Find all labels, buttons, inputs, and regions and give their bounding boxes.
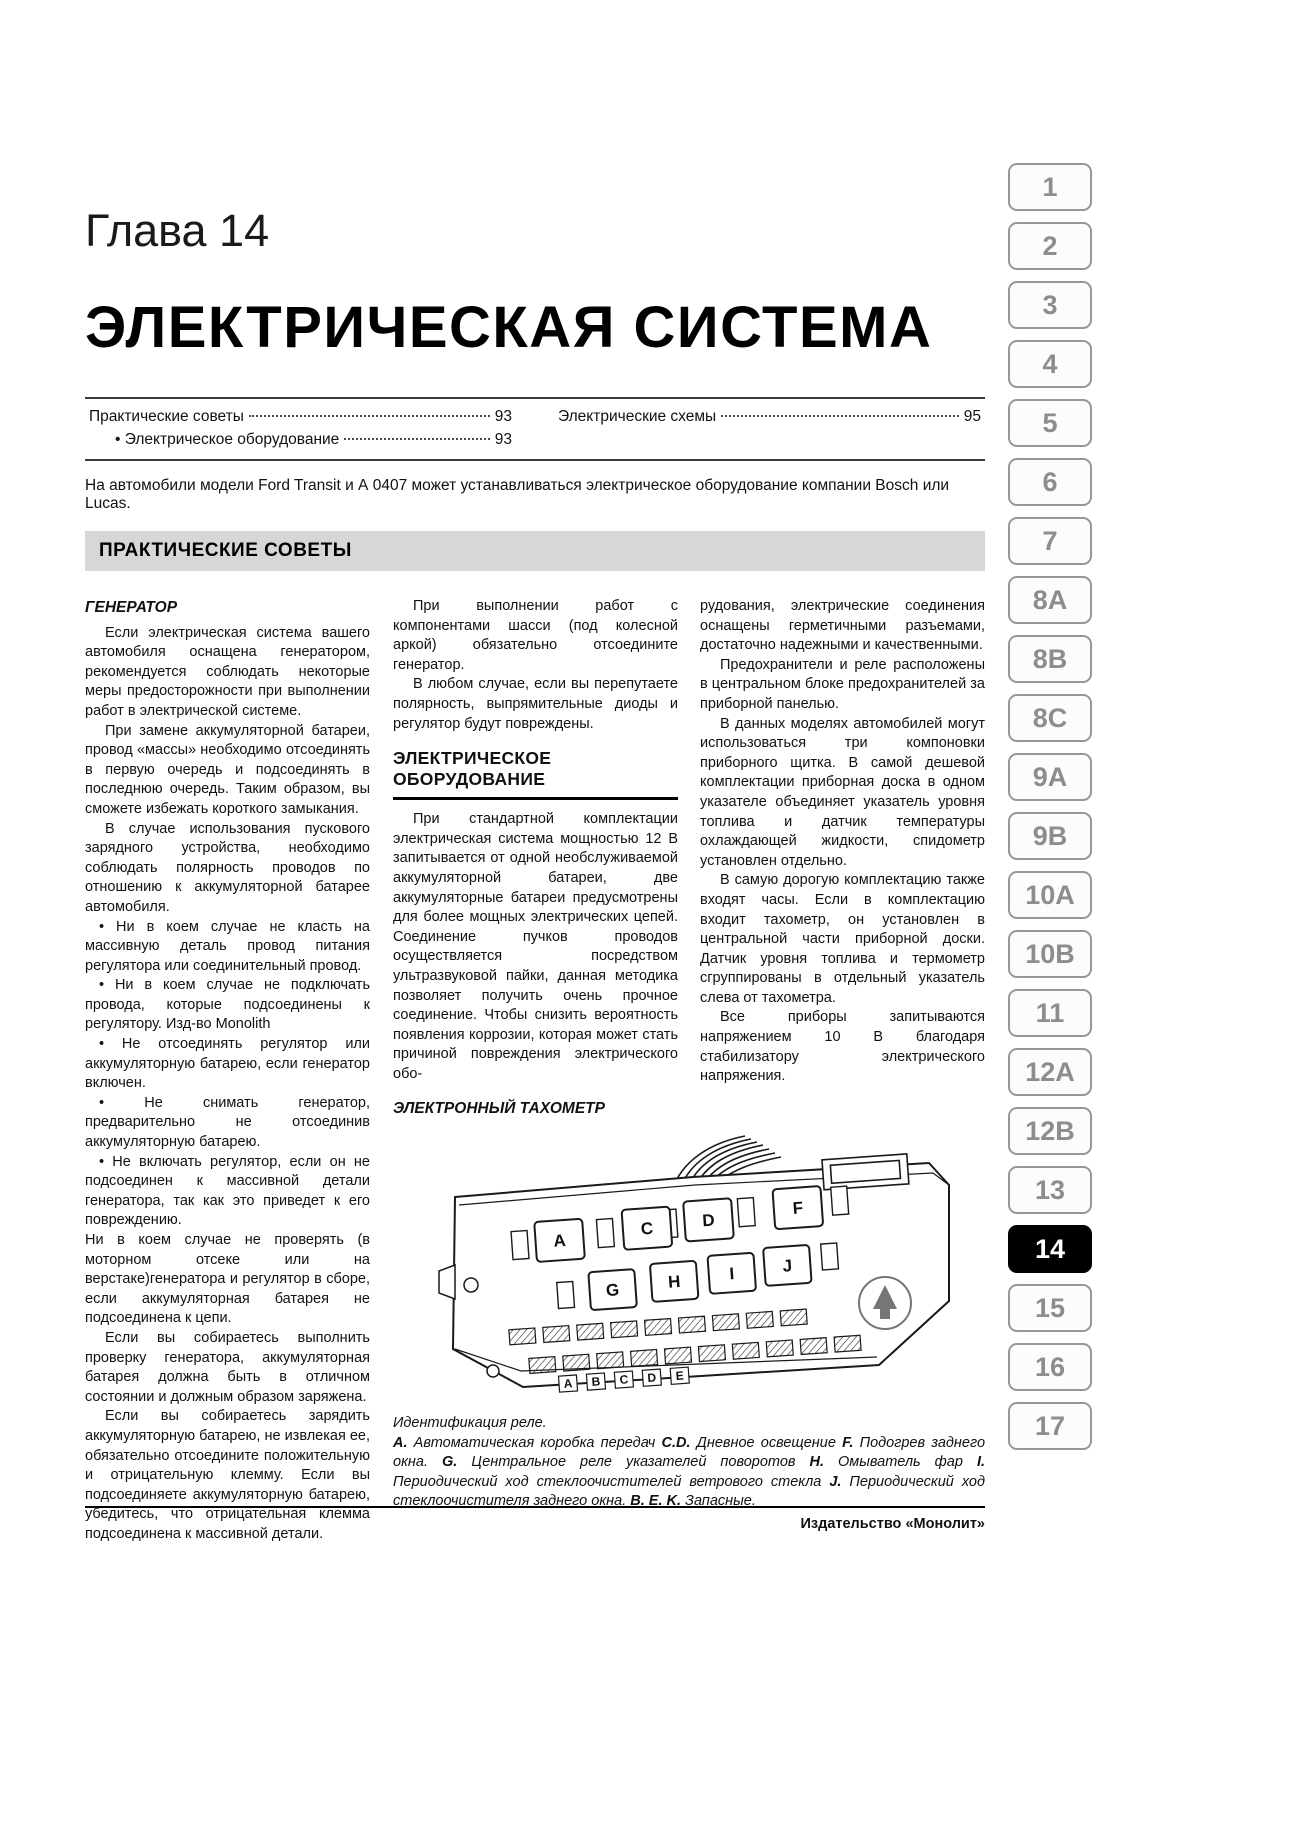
caption-segment: Автоматическая коробка передач — [407, 1434, 662, 1451]
text-block: В случае использования пускового зарядного устройства, необходимо соблюдать полярность проводов по отношению к аккумуляторной батарее автомобиля. — [85, 820, 370, 915]
text-block: При выполнении работ с компонентами шасси (под колесной аркой) обязательно отсоедините генератор. — [393, 598, 678, 673]
text-block: Ни в коем случае не проверять (в моторном отсеке или на верстаке)генератора и регулятор в сборе, если аккумуляторная батарея не подсоединена к цепи. — [85, 1232, 370, 1327]
caption-segment: Дневное освещение — [690, 1434, 843, 1451]
text-block: • Ни в коем случае не класть на массивную деталь провод питания регулятора или соединительный провод. — [85, 918, 370, 974]
chapter-tab: 4 — [1008, 340, 1092, 388]
chapter-tab: 11 — [1008, 989, 1092, 1037]
text-block: • Не отсоединять регулятор или аккумуляторную батарею, если генератор включен. — [85, 1036, 370, 1092]
toc-right-column — [558, 408, 981, 449]
caption-segment: A. — [393, 1434, 408, 1451]
mount-hole — [464, 1278, 478, 1292]
caption-segment: Омыватель фар — [823, 1454, 977, 1471]
caption-segment: F. — [842, 1434, 854, 1451]
chapter-tab: 16 — [1008, 1343, 1092, 1391]
text-column-2 — [393, 597, 678, 1125]
text-block: Если вы собираетесь зарядить аккумуляторную батарею, не извлекая ее, обязательно отсоедините положительную и отрицательную клемму. Если вы подсоединяете аккумуляторную батарею, убедитесь, что отрицательная клемма подсоединена к массивной детали. — [85, 1408, 370, 1542]
mount-flange — [439, 1265, 455, 1299]
toc-entry — [89, 408, 512, 426]
toc-dotted-leader — [344, 438, 489, 440]
text-block: ГЕНЕРАТОР — [85, 599, 178, 616]
chapter-tab: 17 — [1008, 1402, 1092, 1450]
caption-segment: Подогрев заднего окна. — [393, 1434, 986, 1471]
text-block: • Ни в коем случае не подключать провода, которые подсоединены к регулятору. Изд-во Monolith — [85, 977, 370, 1033]
top-connector — [822, 1154, 909, 1190]
text-block: В любом случае, если вы перепутаете полярность, выпрямительные диоды и регулятор будут повреждены. — [393, 676, 678, 732]
chapter-tab: 12B — [1008, 1107, 1092, 1155]
text-block: В самую дорогую комплектацию также входят часы. Если в комплектацию входит тахометр, он установлен в центральной части приборной доски. Датчик уровня топлива и термометр сгруппированы в отдельный указатель слева от тахометра. — [700, 872, 985, 1006]
table-of-contents — [85, 397, 985, 461]
toc-page-number: 93 — [494, 431, 512, 448]
relay-letter: I — [728, 1264, 735, 1284]
toc-page-number: 95 — [963, 408, 981, 425]
text-block: Предохранители и реле расположены в центральном блоке предохранителей за приборной панелью. — [700, 656, 985, 712]
text-block: рудования, электрические соединения оснащены герметичными разъемами, достаточно надежными и качественными. — [700, 598, 985, 654]
svg-text:D: D — [647, 1370, 657, 1386]
toc-page-number: 93 — [494, 408, 512, 425]
text-block: • Не снимать генератор, предварительно не отсоединив аккумуляторную батарею. — [85, 1094, 370, 1151]
toc-entry — [89, 431, 512, 449]
svg-text:C: C — [619, 1372, 629, 1387]
caption-body — [393, 1435, 985, 1510]
figure-caption — [393, 1414, 985, 1512]
text-block: Если вы собираетесь выполнить проверку генератора, аккумуляторная батарея должна быть в отличном состоянии и должным образом заряжена. — [85, 1329, 370, 1405]
relay-letter: F — [792, 1198, 804, 1219]
toc-entry-label: Электрические схемы — [558, 408, 717, 425]
caption-segment: Запасные. — [681, 1493, 756, 1510]
three-column-body — [85, 597, 985, 1545]
publisher-footer: Издательство «Монолит» — [800, 1516, 985, 1532]
chapter-tab: 12A — [1008, 1048, 1092, 1096]
chapter-tab-index — [1008, 163, 1092, 1450]
columns-2-3 — [393, 597, 985, 1125]
toc-dotted-leader — [249, 415, 490, 417]
footer-divider — [85, 1506, 985, 1508]
chapter-tab: 3 — [1008, 281, 1092, 329]
chapter-tab: 5 — [1008, 399, 1092, 447]
caption-title: Идентификация реле. — [393, 1415, 547, 1432]
text-block: ЭЛЕКТРИЧЕСКОЕ ОБОРУДОВАНИЕ — [393, 748, 678, 800]
chapter-tab: 8B — [1008, 635, 1092, 683]
svg-text:E: E — [675, 1368, 685, 1384]
toc-entry-label: Практические советы — [89, 408, 244, 425]
text-block: ЭЛЕКТРОННЫЙ ТАХОМЕТР — [393, 1100, 605, 1118]
chapter-tab: 6 — [1008, 458, 1092, 506]
text-block: • Не включать регулятор, если он не подсоединен к массивной детали генератора, так как это приведет к его повреждению. — [85, 1153, 370, 1229]
text-block: В данных моделях автомобилей могут использоваться три компоновки приборного щитка. В самой дешевой комплектации приборная доска в одном указателе объединяет указатель уровня топлива и датчик температуры охлаждающей жидкости, спидометр установлен отдельно. — [700, 715, 985, 869]
text-block: Если электрическая система вашего автомобиля оснащена генератором, рекомендуется соблюдать некоторые меры предосторожности при выполнении работ в электрической системе. — [85, 624, 370, 719]
chapter-tab: 9B — [1008, 812, 1092, 860]
relay-letter: H — [667, 1271, 682, 1292]
chapter-tab: 14 — [1008, 1225, 1092, 1273]
chapter-tab: 10A — [1008, 871, 1092, 919]
chapter-tab: 8A — [1008, 576, 1092, 624]
relay-letter: D — [701, 1210, 716, 1231]
caption-segment: B. E. K. — [630, 1493, 682, 1510]
relay-letter: A — [552, 1230, 567, 1251]
mount-hole — [487, 1365, 499, 1377]
chapter-label: Глава 14 — [85, 205, 270, 256]
chapter-tab: 10B — [1008, 930, 1092, 978]
chapter-tab: 2 — [1008, 222, 1092, 270]
relay-letter: C — [640, 1218, 654, 1239]
relay-box-diagram — [393, 1133, 985, 1405]
chapter-tab: 7 — [1008, 517, 1092, 565]
caption-segment: Периодический ход стеклоочистителя заднего окна. — [393, 1473, 985, 1510]
right-region — [393, 597, 985, 1545]
caption-segment: Центральное реле указателей поворотов — [457, 1454, 810, 1471]
chapter-tab: 8C — [1008, 694, 1092, 742]
text-column-3 — [700, 597, 985, 1125]
caption-segment: J. — [829, 1473, 842, 1490]
text-block: При стандартной комплектации электрическая система мощностью 12 В запитывается от одной необслуживаемой аккумуляторной батареи, две аккумуляторные батареи предусмотрены для более мощных электрических цепей. Соединение пучков проводов осуществляется посредством ультразвуковой пайки, данная методика позволяет получить очень прочное соединение. Чтобы снизить вероятность появления коррозии, которая может стать причиной повреждения электрического обо- — [393, 811, 678, 1082]
intro-note: На автомобили модели Ford Transit и А 0407 может устанавливаться электрическое оборудование компании Bosch или Lucas. — [85, 477, 950, 512]
chapter-tab: 15 — [1008, 1284, 1092, 1332]
toc-entry — [558, 408, 981, 426]
relay-letter: J — [781, 1256, 793, 1276]
text-block: Все приборы запитываются напряжением 10 В благодаря стабилизатору электрического напряжения. — [700, 1009, 985, 1085]
page-content — [85, 0, 985, 1545]
page-title: ЭЛЕКТРИЧЕСКАЯ СИСТЕМА — [85, 295, 933, 360]
toc-left-column — [89, 408, 512, 449]
caption-segment: C.D. — [661, 1434, 691, 1451]
svg-text:A: A — [563, 1376, 573, 1391]
svg-text:B: B — [591, 1374, 601, 1389]
caption-segment: Периодический ход стеклоочистителей ветрового стекла — [393, 1473, 830, 1490]
caption-segment: I. — [976, 1454, 985, 1471]
text-block: При замене аккумуляторной батареи, провод «массы» необходимо отсоединять в первую очередь и подсоединять в последнюю очередь. Таким образом, вы сможете избежать короткого замыкания. — [85, 722, 370, 817]
toc-dotted-leader — [721, 415, 959, 417]
chapter-tab: 1 — [1008, 163, 1092, 211]
caption-segment: H. — [809, 1454, 824, 1471]
relay-letter: G — [605, 1280, 620, 1301]
section-header: ПРАКТИЧЕСКИЕ СОВЕТЫ — [85, 531, 985, 571]
relay-box-figure — [393, 1133, 985, 1405]
caption-segment: G. — [442, 1454, 458, 1471]
toc-entry-label: • Электрическое оборудование — [115, 431, 340, 448]
chapter-tab: 13 — [1008, 1166, 1092, 1214]
text-column-1 — [85, 597, 370, 1545]
chapter-tab: 9A — [1008, 753, 1092, 801]
